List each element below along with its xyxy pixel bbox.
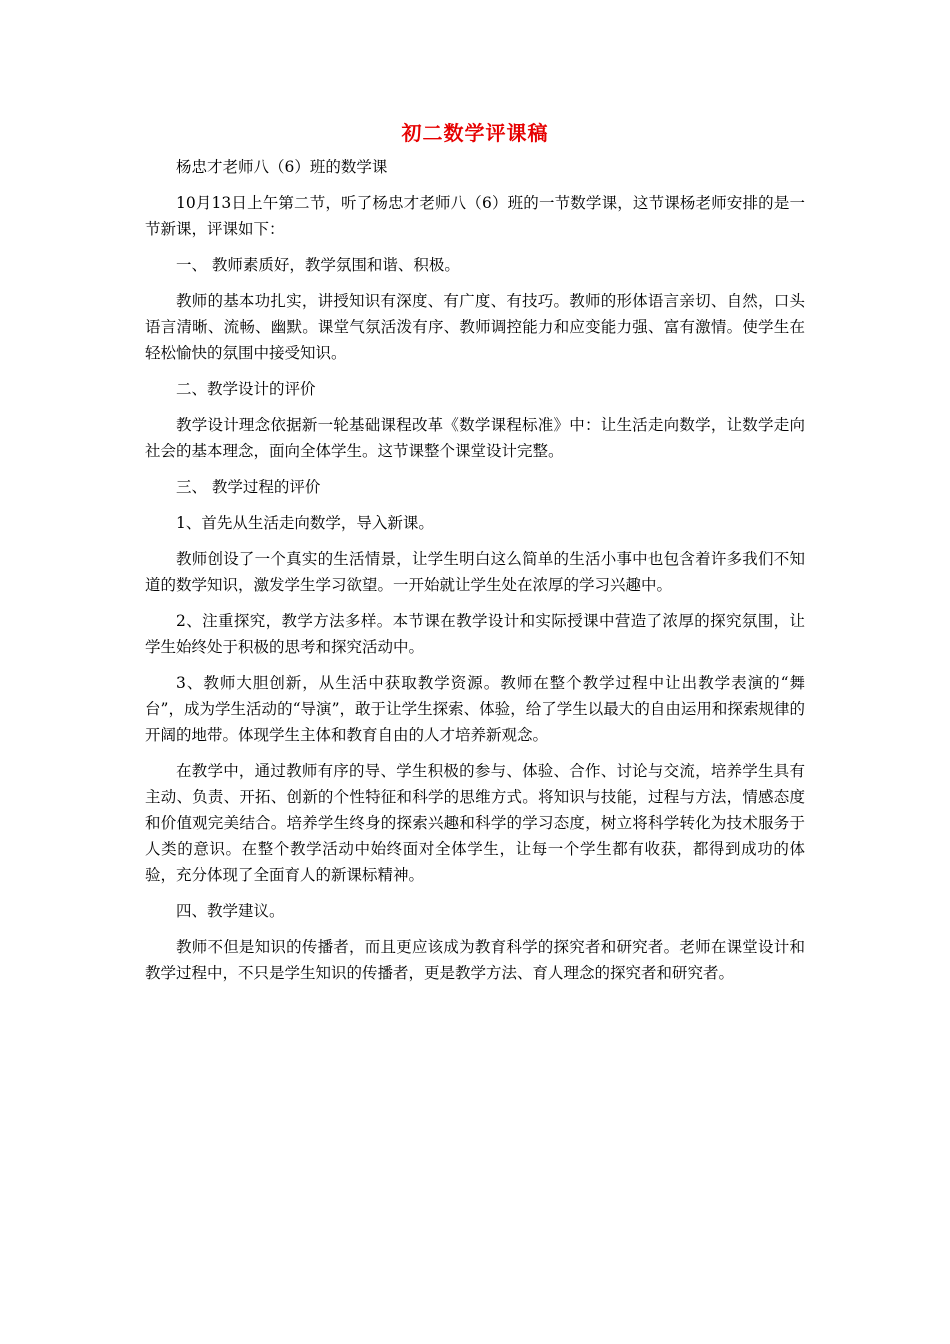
body-paragraph: 2、注重探究，教学方法多样。本节课在教学设计和实际授课中营造了浓厚的探究氛围，让学生始终处于积极的思考和探究活动中。 <box>145 612 805 656</box>
body-paragraph: 在教学中，通过教师有序的导、学生积极的参与、体验、合作、讨论与交流，培养学生具有主动、负责、开拓、创新的个性特征和科学的思维方式。将知识与技能，过程与方法，情感态度和价值观完美结合。培养学生终身的探索兴趣和科学的学习态度，树立将科学转化为技术服务于人类的意识。在整个教学活动中始终面对全体学生，让每一个学生都有收获，都得到成功的体验，充分体现了全面育人的新课标精神。 <box>145 762 805 884</box>
document-page <box>145 118 805 996</box>
body-paragraph: 教师不但是知识的传播者，而且更应该成为教育科学的探究者和研究者。老师在课堂设计和教学过程中，不只是学生知识的传播者，更是教学方法、育人理念的探究者和研究者。 <box>145 938 805 982</box>
sub-heading: 1、首先从生活走向数学，导入新课。 <box>176 514 434 532</box>
body-paragraph: 教师创设了一个真实的生活情景，让学生明白这么简单的生活小事中也包含着许多我们不知道的数学知识，激发学生学习欲望。一开始就让学生处在浓厚的学习兴趣中。 <box>145 550 805 594</box>
subtitle-paragraph: 杨忠才老师八（6）班的数学课 <box>176 158 388 176</box>
document-title: 初二数学评课稿 <box>401 121 549 145</box>
intro-paragraph: 10月13日上午第二节，听了杨忠才老师八（6）班的一节数学课，这节课杨老师安排的是一节新课，评课如下： <box>145 194 805 238</box>
section-heading-1: 一、 教师素质好，教学氛围和谐、积极。 <box>176 256 460 274</box>
body-paragraph: 教师的基本功扎实，讲授知识有深度、有广度、有技巧。教师的形体语言亲切、自然，口头语言清晰、流畅、幽默。课堂气氛活泼有序、教师调控能力和应变能力强、富有激情。使学生在轻松愉快的氛围中接受知识。 <box>145 292 805 362</box>
section-heading-3: 三、 教学过程的评价 <box>176 478 321 496</box>
body-paragraph: 3、教师大胆创新，从生活中获取教学资源。教师在整个教学过程中让出教学表演的“舞台”，成为学生活动的“导演”，敢于让学生探索、体验，给了学生以最大的自由运用和探索规律的开阔的地带。体现学生主体和教育自由的人才培养新观念。 <box>145 674 805 744</box>
body-paragraph: 教学设计理念依据新一轮基础课程改革《数学课程标准》中：让生活走向数学，让数学走向社会的基本理念，面向全体学生。这节课整个课堂设计完整。 <box>145 416 805 460</box>
section-heading-4: 四、教学建议。 <box>176 902 285 920</box>
section-heading-2: 二、教学设计的评价 <box>176 380 316 398</box>
